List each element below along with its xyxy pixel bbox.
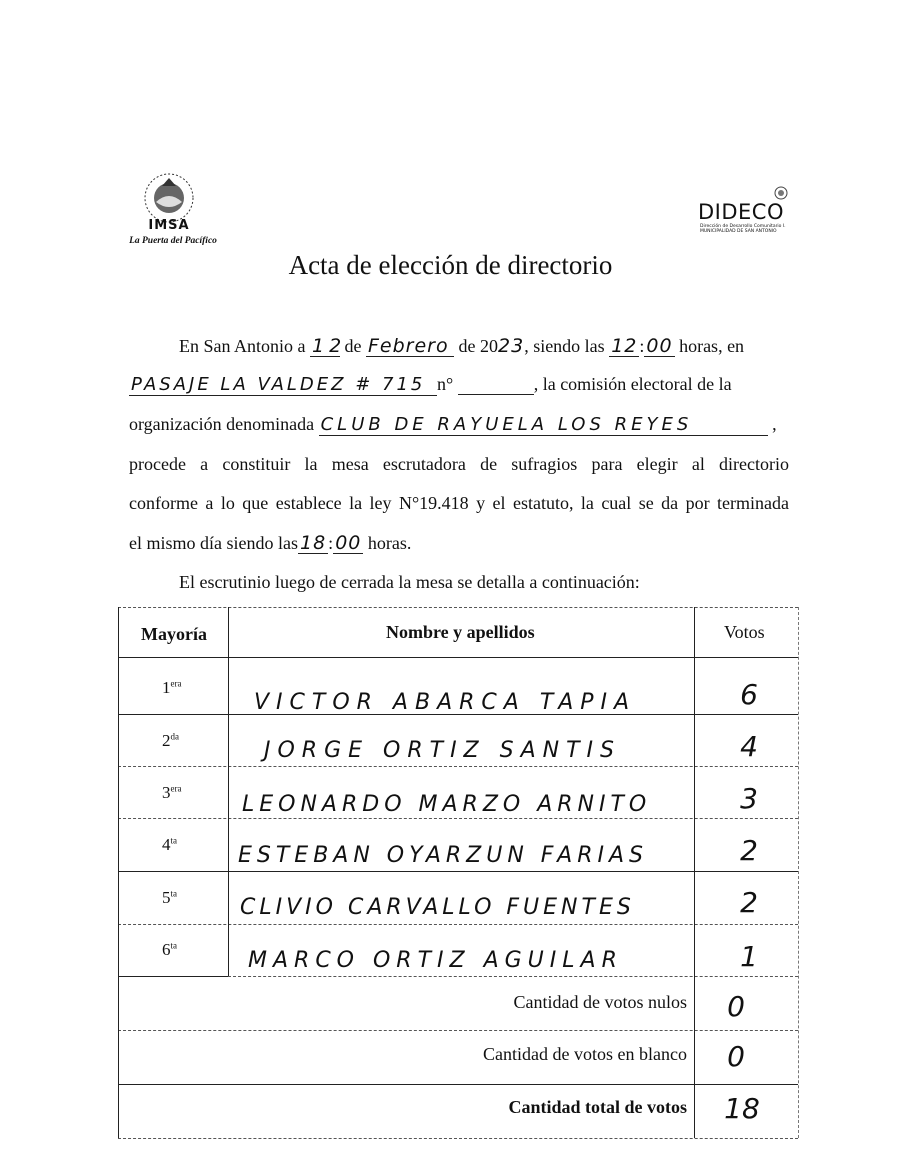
document-title: Acta de elección de directorio: [288, 250, 613, 280]
blank-votes-label: Cantidad de votos en blanco: [483, 1044, 687, 1064]
rank-1: $1^{era}$: [162, 678, 182, 697]
rank-4: $4^{ta}$: [162, 835, 177, 854]
address-number-field[interactable]: [458, 374, 534, 395]
votes-5[interactable]: 2: [740, 886, 758, 919]
imsa-logo-subtitle: La Puerta del Pacífico: [129, 236, 217, 246]
para-line-2: PASAJE LA VALDEZ # 715 n° , la comisión electoral de la: [131, 374, 732, 395]
total-votes-label: Cantidad total de votos: [508, 1097, 687, 1117]
dideco-logo-word: DIDECO: [698, 200, 784, 224]
votes-column-rule: [694, 607, 695, 1138]
table-bottom-rule: [118, 1138, 798, 1139]
summary-rule: [118, 1030, 798, 1031]
header-rank: Mayoría: [141, 624, 207, 644]
para-line-7: El escrutinio luego de cerrada la mesa se detalla a continuación:: [179, 572, 640, 592]
table-top-rule: [118, 607, 798, 608]
null-votes-label: Cantidad de votos nulos: [513, 992, 687, 1012]
table-left-rule: [118, 607, 119, 1138]
summary-rule: [118, 1084, 798, 1085]
row-rule: [228, 976, 798, 977]
para-line-6: el mismo día siendo las 18 : 00 horas.: [129, 532, 412, 554]
para-line-4: procede a constituir la mesa escrutadora de sufragios para elegir al directorio: [129, 454, 789, 474]
row-rule: [118, 976, 228, 977]
header-name: Nombre y apellidos: [386, 622, 535, 642]
votes-3[interactable]: 3: [740, 782, 758, 815]
row-rule: [118, 871, 798, 872]
header-votes: Votos: [724, 622, 765, 642]
row-rule: [118, 924, 798, 925]
end-min-field[interactable]: 00: [335, 532, 362, 554]
rank-column-rule: [228, 607, 229, 976]
null-votes-value[interactable]: 0: [727, 990, 745, 1023]
total-votes-value[interactable]: 18: [724, 1092, 760, 1125]
table-right-rule: [798, 607, 799, 1138]
end-hour-field[interactable]: 18: [299, 532, 327, 554]
votes-4[interactable]: 2: [740, 834, 758, 867]
candidate-name-5[interactable]: CLIVIO CARVALLO FUENTES: [240, 895, 635, 920]
year-field[interactable]: 23: [498, 335, 525, 357]
day-field[interactable]: 12: [312, 335, 347, 357]
start-hour-field[interactable]: 12: [611, 335, 638, 357]
candidate-name-2[interactable]: JORGE ORTIZ SANTIS: [264, 738, 621, 763]
votes-6[interactable]: 1: [740, 940, 758, 973]
candidate-name-6[interactable]: MARCO ORTIZ AGUILAR: [248, 948, 623, 973]
para-line-5: conforme a lo que establece la ley N°19.418 y el estatuto, la cual se da por terminada: [129, 493, 789, 513]
row-rule: [118, 766, 798, 767]
address-field[interactable]: PASAJE LA VALDEZ # 715: [129, 375, 437, 396]
dideco-emblem-icon: [774, 186, 788, 200]
month-field[interactable]: Febrero: [366, 336, 454, 357]
candidate-name-4[interactable]: ESTEBAN OYARZUN FARIAS: [238, 843, 649, 868]
blank-votes-value[interactable]: 0: [727, 1040, 745, 1073]
imsa-logo: [118, 172, 228, 252]
candidate-name-3[interactable]: LEONARDO MARZO ARNITO: [242, 792, 652, 817]
votes-2[interactable]: 4: [740, 730, 758, 763]
dideco-logo: [698, 186, 788, 240]
header-bottom-rule: [118, 657, 798, 658]
row-rule: [118, 818, 798, 819]
rank-6: $6^{ta}$: [162, 940, 177, 959]
candidate-name-1[interactable]: VICTOR ABARCA TAPIA: [254, 690, 637, 715]
rank-5: $5^{ta}$: [162, 888, 177, 907]
para-line-1: En San Antonio a 12 de Febrero de 2023, siendo las 12 : 00 horas, en: [179, 335, 745, 357]
para-line-3: organización denominada CLUB DE RAYUELA LOS REYES ,: [129, 414, 777, 435]
org-name-field[interactable]: CLUB DE RAYUELA LOS REYES: [319, 415, 768, 436]
imsa-logo-title: IMSA: [148, 218, 190, 233]
votes-1[interactable]: 6: [740, 678, 758, 711]
rank-2: $2^{da}$: [162, 731, 179, 750]
start-min-field[interactable]: 00: [646, 335, 673, 357]
dideco-logo-subtitle: Dirección de Desarrollo Comunitario I. MUNICIPALIDAD DE SAN ANTONIO: [700, 224, 786, 234]
rank-3: $3^{era}$: [162, 783, 182, 802]
